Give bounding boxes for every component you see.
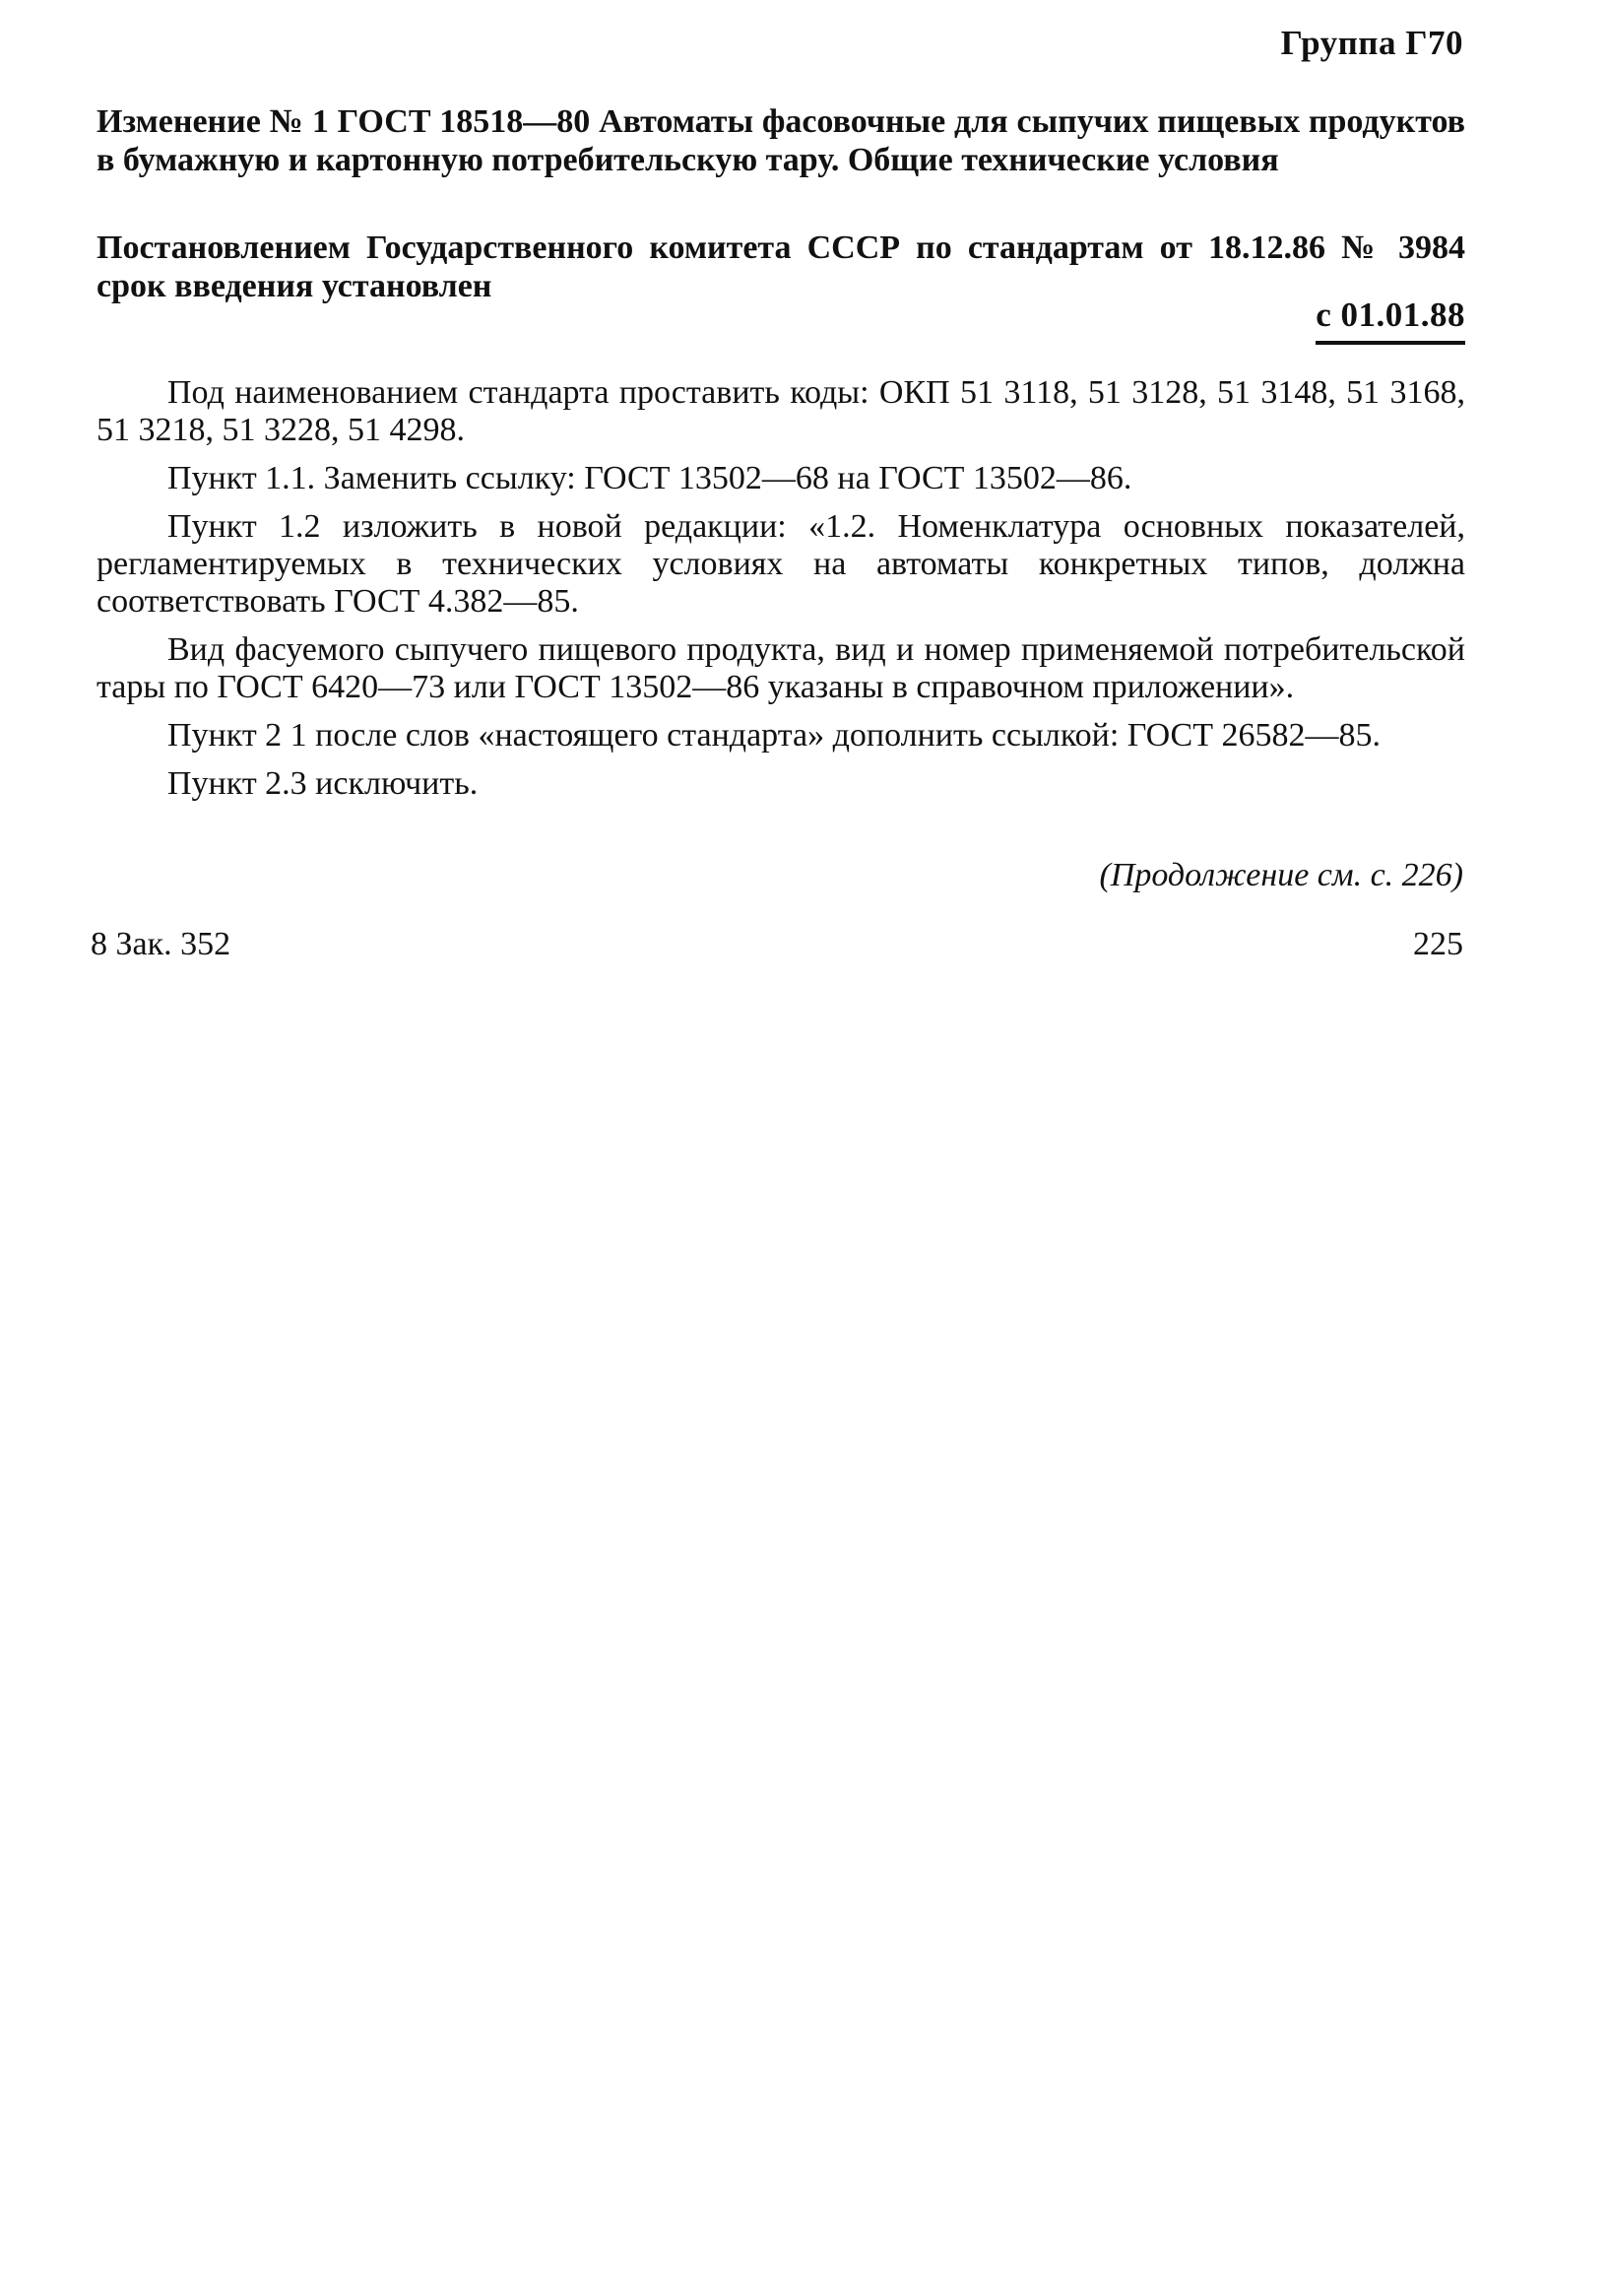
paragraph-item-2-3: Пункт 2.3 исключить. — [167, 765, 479, 802]
page-number: 225 — [1413, 926, 1463, 962]
effective-date: с 01.01.88 — [1316, 295, 1465, 345]
continuation-note: (Продолжение см. с. 226) — [1099, 857, 1463, 893]
paragraph-item-1-1: Пункт 1.1. Заменить ссылку: ГОСТ 13502—68 на ГОСТ 13502—86. — [167, 460, 1132, 496]
paragraph-item-1-2: Пункт 1.2 изложить в новой редакции: «1.2. Номенклатура основных показателей, регламентируемых в технических условиях на автоматы конкретных типов, должна соответствовать ГОСТ 4.382—85. — [97, 508, 1465, 620]
paragraph-product-type: Вид фасуемого сыпучего пищевого продукта, вид и номер применяемой потребительской тары по ГОСТ 6420—73 или ГОСТ 13502—86 указаны в справочном приложении». — [97, 631, 1465, 705]
paragraph-codes: Под наименованием стандарта проставить коды: ОКП 51 3118, 51 3128, 51 3148, 51 3168, 51 3218, 51 3228, 51 4298. — [97, 374, 1465, 448]
amendment-title: Изменение № 1 ГОСТ 18518—80 Автоматы фасовочные для сыпучих пищевых продуктов в бумажную и картонную потребительскую тару. Общие технические условия — [97, 103, 1465, 178]
group-label: Группа Г70 — [1280, 24, 1463, 62]
resolution-text: Постановлением Государственного комитета СССР по стандартам от 18.12.86 № 3984 срок введения установлен — [97, 230, 1465, 304]
amendment-body — [97, 374, 1465, 814]
paragraph-item-2-1: Пункт 2 1 после слов «настоящего стандарта» дополнить ссылкой: ГОСТ 26582—85. — [167, 717, 1382, 754]
order-number: 8 Зак. 352 — [91, 926, 231, 962]
